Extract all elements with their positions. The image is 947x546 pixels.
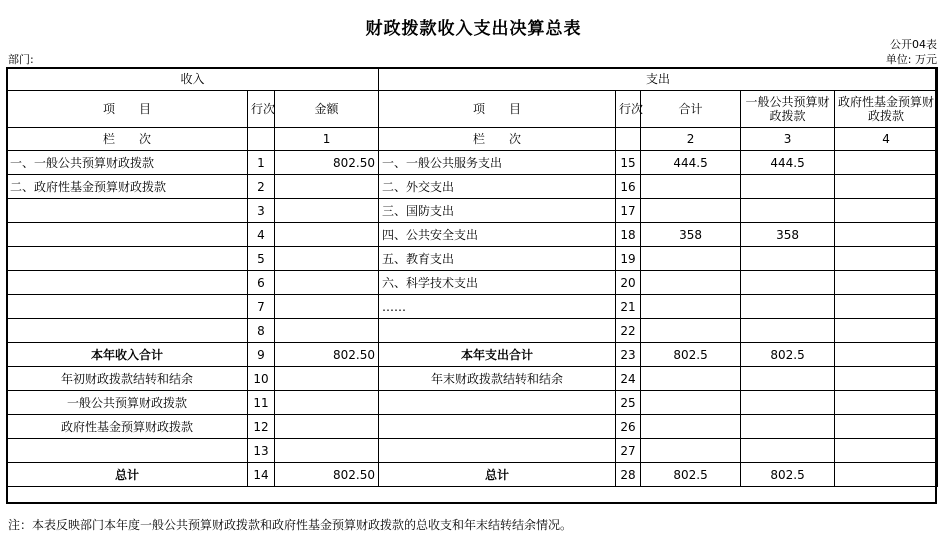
expense-general-budget-cell <box>741 199 835 223</box>
expense-item-cell: 本年支出合计 <box>379 343 616 367</box>
income-row-number: 12 <box>248 415 275 439</box>
column-4-number: 4 <box>835 128 938 151</box>
department-label: 部门: <box>8 53 34 66</box>
income-item-cell: 二、政府性基金预算财政拨款 <box>7 175 248 199</box>
expense-total-cell <box>641 391 741 415</box>
expense-row-number: 25 <box>616 391 641 415</box>
expense-row-number: 26 <box>616 415 641 439</box>
unit-label: 单位: 万元 <box>885 53 937 66</box>
expense-section-header: 支出 <box>379 68 938 91</box>
expense-row-number: 24 <box>616 367 641 391</box>
expense-fund-budget-cell <box>835 175 938 199</box>
expense-general-budget-cell <box>741 415 835 439</box>
income-amount-header: 金额 <box>275 91 379 128</box>
expense-row-number: 16 <box>616 175 641 199</box>
table-row <box>7 415 938 439</box>
income-amount-cell: 802.50 <box>275 463 379 487</box>
income-amount-cell <box>275 175 379 199</box>
expense-general-budget-cell: 802.5 <box>741 463 835 487</box>
expense-item-cell <box>379 415 616 439</box>
expense-item-cell: 四、公共安全支出 <box>379 223 616 247</box>
income-item-cell: 本年收入合计 <box>7 343 248 367</box>
table-row <box>7 271 938 295</box>
expense-fund-budget-cell <box>835 367 938 391</box>
column-1-number: 1 <box>275 128 379 151</box>
fund-budget-header: 政府性基金预算财政拨款 <box>835 91 938 128</box>
expense-total-cell: 802.5 <box>641 463 741 487</box>
expense-item-cell: 一、一般公共服务支出 <box>379 151 616 175</box>
budget-summary-table <box>6 67 938 487</box>
income-row-number: 2 <box>248 175 275 199</box>
expense-item-cell <box>379 439 616 463</box>
table-row <box>7 223 938 247</box>
expense-row-number: 28 <box>616 463 641 487</box>
expense-rowno-header: 行次 <box>616 91 641 128</box>
expense-total-cell <box>641 247 741 271</box>
expense-total-cell <box>641 199 741 223</box>
income-amount-cell <box>275 439 379 463</box>
table-row <box>7 391 938 415</box>
income-row-number: 10 <box>248 367 275 391</box>
income-row-number: 11 <box>248 391 275 415</box>
expense-item-cell: 年末财政拨款结转和结余 <box>379 367 616 391</box>
income-item-cell <box>7 247 248 271</box>
expense-general-budget-cell <box>741 439 835 463</box>
expense-fund-budget-cell <box>835 439 938 463</box>
expense-total-cell <box>641 415 741 439</box>
income-item-cell: 年初财政拨款结转和结余 <box>7 367 248 391</box>
income-item-cell <box>7 439 248 463</box>
income-row-number: 6 <box>248 271 275 295</box>
income-amount-cell <box>275 247 379 271</box>
general-budget-header: 一般公共预算财政拨款 <box>741 91 835 128</box>
table-row <box>7 367 938 391</box>
section-header-row <box>7 68 938 91</box>
expense-general-budget-cell <box>741 391 835 415</box>
expense-fund-budget-cell <box>835 415 938 439</box>
income-amount-cell <box>275 319 379 343</box>
income-rowno-header: 行次 <box>248 91 275 128</box>
table-row <box>7 199 938 223</box>
expense-item-cell: 总计 <box>379 463 616 487</box>
income-column-no-label: 栏 次 <box>7 128 248 151</box>
expense-total-cell: 444.5 <box>641 151 741 175</box>
table-row <box>7 151 938 175</box>
income-amount-cell <box>275 199 379 223</box>
expense-general-budget-cell: 444.5 <box>741 151 835 175</box>
column-3-number: 3 <box>741 128 835 151</box>
income-section-header: 收入 <box>7 68 379 91</box>
income-item-cell <box>7 199 248 223</box>
expense-item-header: 项 目 <box>379 91 616 128</box>
income-amount-cell: 802.50 <box>275 343 379 367</box>
expense-fund-budget-cell <box>835 463 938 487</box>
income-item-cell: 政府性基金预算财政拨款 <box>7 415 248 439</box>
expense-general-budget-cell <box>741 247 835 271</box>
income-amount-cell: 802.50 <box>275 151 379 175</box>
expense-general-budget-cell <box>741 271 835 295</box>
table-row <box>7 463 938 487</box>
column-number-row <box>7 128 938 151</box>
expense-row-number: 20 <box>616 271 641 295</box>
income-row-number: 3 <box>248 199 275 223</box>
expense-total-header: 合计 <box>641 91 741 128</box>
expense-total-cell <box>641 439 741 463</box>
expense-general-budget-cell <box>741 295 835 319</box>
form-number: 公开04表 <box>890 38 937 51</box>
expense-fund-budget-cell <box>835 391 938 415</box>
expense-general-budget-cell <box>741 175 835 199</box>
expense-row-number: 21 <box>616 295 641 319</box>
expense-row-number: 15 <box>616 151 641 175</box>
table-row <box>7 247 938 271</box>
expense-fund-budget-cell <box>835 223 938 247</box>
expense-fund-budget-cell <box>835 295 938 319</box>
report-title: 财政拨款收入支出决算总表 <box>365 19 582 39</box>
expense-item-cell: 三、国防支出 <box>379 199 616 223</box>
expense-total-cell <box>641 295 741 319</box>
income-row-number: 8 <box>248 319 275 343</box>
expense-row-number: 23 <box>616 343 641 367</box>
expense-item-cell: 五、教育支出 <box>379 247 616 271</box>
income-amount-cell <box>275 295 379 319</box>
income-row-number: 7 <box>248 295 275 319</box>
table-row <box>7 175 938 199</box>
income-item-cell: 总计 <box>7 463 248 487</box>
expense-general-budget-cell: 358 <box>741 223 835 247</box>
expense-item-cell: 六、科学技术支出 <box>379 271 616 295</box>
income-row-number: 9 <box>248 343 275 367</box>
income-item-cell <box>7 295 248 319</box>
expense-item-cell <box>379 391 616 415</box>
expense-general-budget-cell <box>741 319 835 343</box>
income-amount-cell <box>275 271 379 295</box>
income-amount-cell <box>275 367 379 391</box>
expense-total-cell <box>641 367 741 391</box>
expense-total-cell <box>641 319 741 343</box>
expense-item-cell: 二、外交支出 <box>379 175 616 199</box>
expense-total-cell: 358 <box>641 223 741 247</box>
table-row <box>7 319 938 343</box>
expense-fund-budget-cell <box>835 151 938 175</box>
expense-fund-budget-cell <box>835 343 938 367</box>
income-item-cell <box>7 223 248 247</box>
income-row-number: 1 <box>248 151 275 175</box>
expense-row-number: 17 <box>616 199 641 223</box>
income-row-number: 4 <box>248 223 275 247</box>
table-row <box>7 343 938 367</box>
expense-fund-budget-cell <box>835 319 938 343</box>
expense-total-cell: 802.5 <box>641 343 741 367</box>
income-item-cell <box>7 319 248 343</box>
expense-row-number: 18 <box>616 223 641 247</box>
income-amount-cell <box>275 223 379 247</box>
footnote: 注：本表反映部门本年度一般公共预算财政拨款和政府性基金预算财政拨款的总收支和年末结转结余情况。 <box>8 518 573 532</box>
expense-row-number: 27 <box>616 439 641 463</box>
expense-column-no-label: 栏 次 <box>379 128 616 151</box>
income-item-cell <box>7 271 248 295</box>
expense-item-cell: …… <box>379 295 616 319</box>
expense-row-number: 22 <box>616 319 641 343</box>
expense-total-cell <box>641 271 741 295</box>
expense-fund-budget-cell <box>835 271 938 295</box>
table-row <box>7 295 938 319</box>
column-header-row <box>7 91 938 128</box>
expense-general-budget-cell <box>741 367 835 391</box>
table-row <box>7 439 938 463</box>
income-item-cell: 一般公共预算财政拨款 <box>7 391 248 415</box>
income-item-cell: 一、一般公共预算财政拨款 <box>7 151 248 175</box>
income-row-number: 14 <box>248 463 275 487</box>
expense-fund-budget-cell <box>835 199 938 223</box>
income-row-number: 13 <box>248 439 275 463</box>
income-amount-cell <box>275 415 379 439</box>
income-row-number: 5 <box>248 247 275 271</box>
income-item-header: 项 目 <box>7 91 248 128</box>
column-2-number: 2 <box>641 128 741 151</box>
expense-item-cell <box>379 319 616 343</box>
expense-general-budget-cell: 802.5 <box>741 343 835 367</box>
expense-fund-budget-cell <box>835 247 938 271</box>
income-amount-cell <box>275 391 379 415</box>
expense-total-cell <box>641 175 741 199</box>
expense-row-number: 19 <box>616 247 641 271</box>
